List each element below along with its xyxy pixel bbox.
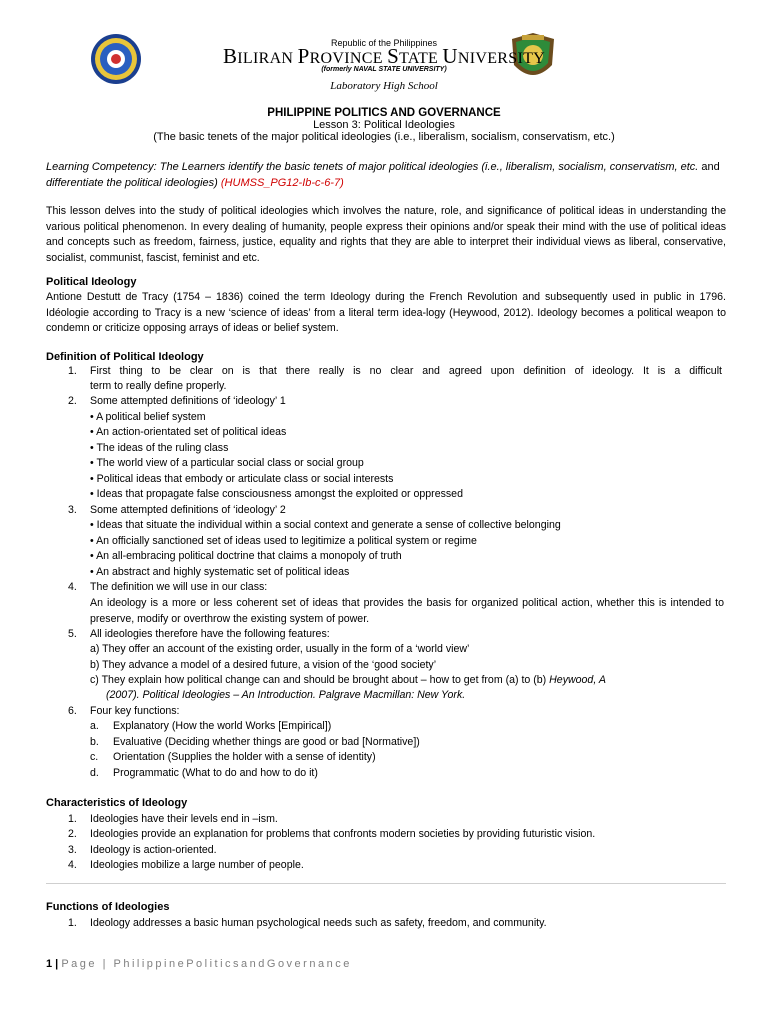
list-number: 5. [68,628,77,640]
lesson-subtitle: (The basic tenets of the major political ideologies (i.e., liberalism, socialism, conservatism, etc.) [153,131,615,143]
function-letter: d. [90,767,99,779]
list-number: 1. [68,917,77,929]
section-divider [46,883,726,884]
republic-line: Republic of the Philippines [330,38,438,48]
bullet-item: • A political belief system [90,411,206,423]
characteristics-heading: Characteristics of Ideology [46,797,188,809]
list-item: First thing to be clear on is that there really is no clear and agreed upon definition of ideology. It is a difficult [90,365,722,377]
bullet-item: • An action-orientated set of political ideas [90,426,287,438]
bullet-item: • Ideas that propagate false consciousness amongst the exploited or oppressed [90,488,463,500]
characteristic-item: Ideologies provide an explanation for problems that confronts modern societies by providing futuristic vision. [90,828,596,840]
list-number: 1. [68,365,77,377]
university-name: BILIRAN PROVINCE STATE UNIVERSITY [222,44,546,68]
list-item: The definition we will use in our class: [90,581,268,593]
formerly-note: (formerly NAVAL STATE UNIVERSITY) [321,66,447,73]
list-number: 4. [68,581,77,593]
list-number: 2. [68,395,77,407]
characteristic-item: Ideologies mobilize a large number of people. [90,859,304,871]
political-ideology-text: Antione Destutt de Tracy (1754 – 1836) coined the term Ideology during the French Revolution and subsequently used in public in 1796. Idéologie according to Tracy is a new ‘science of ideas’ from a literal term idea-logy (Heywood, 2012). Ideology becomes a political weapon to condemn or criticize opposing arrays of ideas or belief system. [46,291,726,334]
functions-heading: Functions of Ideologies [46,901,170,913]
function-item: Orientation (Supplies the holder with a sense of identity) [113,751,376,763]
list-number: 1. [68,813,77,825]
feature-item: b) They advance a model of a desired future, a vision of the ‘good society’ [90,659,437,671]
list-number: 3. [68,844,77,856]
definition-heading: Definition of Political Ideology [46,351,204,363]
bullet-item: • An officially sanctioned set of ideas used to legitimize a political system or regime [90,535,477,547]
list-item: Some attempted definitions of ‘ideology’ 2 [90,504,286,516]
learning-competency: Learning Competency: The Learners identify the basic tenets of major political ideologies (i.e., liberalism, socialism, conservatism, etc. and differentiate the political ideologies) (HUMSS_PG12-Ib-c-6-7) [46,161,720,189]
bullet-item: • Political ideas that embody or articulate class or social interests [90,473,394,485]
function-letter: c. [90,751,99,763]
intro-paragraph: This lesson delves into the study of political ideologies which involves the nature, role, and significance of political ideas in understanding the various political phenomenon. In every dealing of humanity, people express their opinions and/or speak their mind with the use of political ideas and concepts such as freedom, fairness, justice, equality and rights that they are able to interpret their individual views as liberal, conservative, socialist, communist, fascist, feminist and etc. [46,205,726,264]
bullet-item: • The ideas of the ruling class [90,442,229,454]
bullet-item: • Ideas that situate the individual within a social context and generate a sense of collective belonging [90,519,561,531]
lab-school: Laboratory High School [330,80,438,92]
page-footer: 1 | Page | PhilippinePoliticsandGovernance [46,958,352,970]
characteristic-item: Ideologies have their levels end in –ism. [90,813,278,825]
subject-title: PHILIPPINE POLITICS AND GOVERNANCE [267,107,501,119]
function-item: Evaluative (Deciding whether things are good or bad [Normative]) [113,736,420,748]
list-number: 6. [68,705,77,717]
characteristic-item: Ideology is action-oriented. [90,844,217,856]
feature-item: c) They explain how political change can and should be brought about – how to get from (a) to (b) Heywood, A [90,674,606,686]
bullet-item: • An all-embracing political doctrine that claims a monopoly of truth [90,550,402,562]
function-letter: b. [90,736,99,748]
political-ideology-heading: Political Ideology [46,276,137,288]
function-letter: a. [90,720,99,732]
function-item: Explanatory (How the world Works [Empirical]) [113,720,332,732]
lesson-title: Lesson 3: Political Ideologies [313,119,455,131]
feature-item: a) They offer an account of the existing order, usually in the form of a ‘world view’ [90,643,470,655]
list-item: Four key functions: [90,705,180,717]
list-number: 3. [68,504,77,516]
list-item: Some attempted definitions of ‘ideology’ 1 [90,395,286,407]
bullet-item: • An abstract and highly systematic set of political ideas [90,566,350,578]
list-item: term to really define properly. [90,380,227,392]
list-number: 4. [68,859,77,871]
ideology-definition: An ideology is a more or less coherent set of ideas that provides the basis for organized political action, whether this is intended to preserve, modify or overthrow the existing system of power. [90,597,724,625]
citation: (2007). Political Ideologies – An Introduction. Palgrave Macmillan: New York. [106,689,466,701]
bullet-item: • The world view of a particular social class or social group [90,457,364,469]
list-number: 2. [68,828,77,840]
list-item: All ideologies therefore have the following features: [90,628,330,640]
function-item: Programmatic (What to do and how to do it) [113,767,318,779]
function-ideology-item: Ideology addresses a basic human psychological needs such as safety, freedom, and community. [90,917,547,929]
